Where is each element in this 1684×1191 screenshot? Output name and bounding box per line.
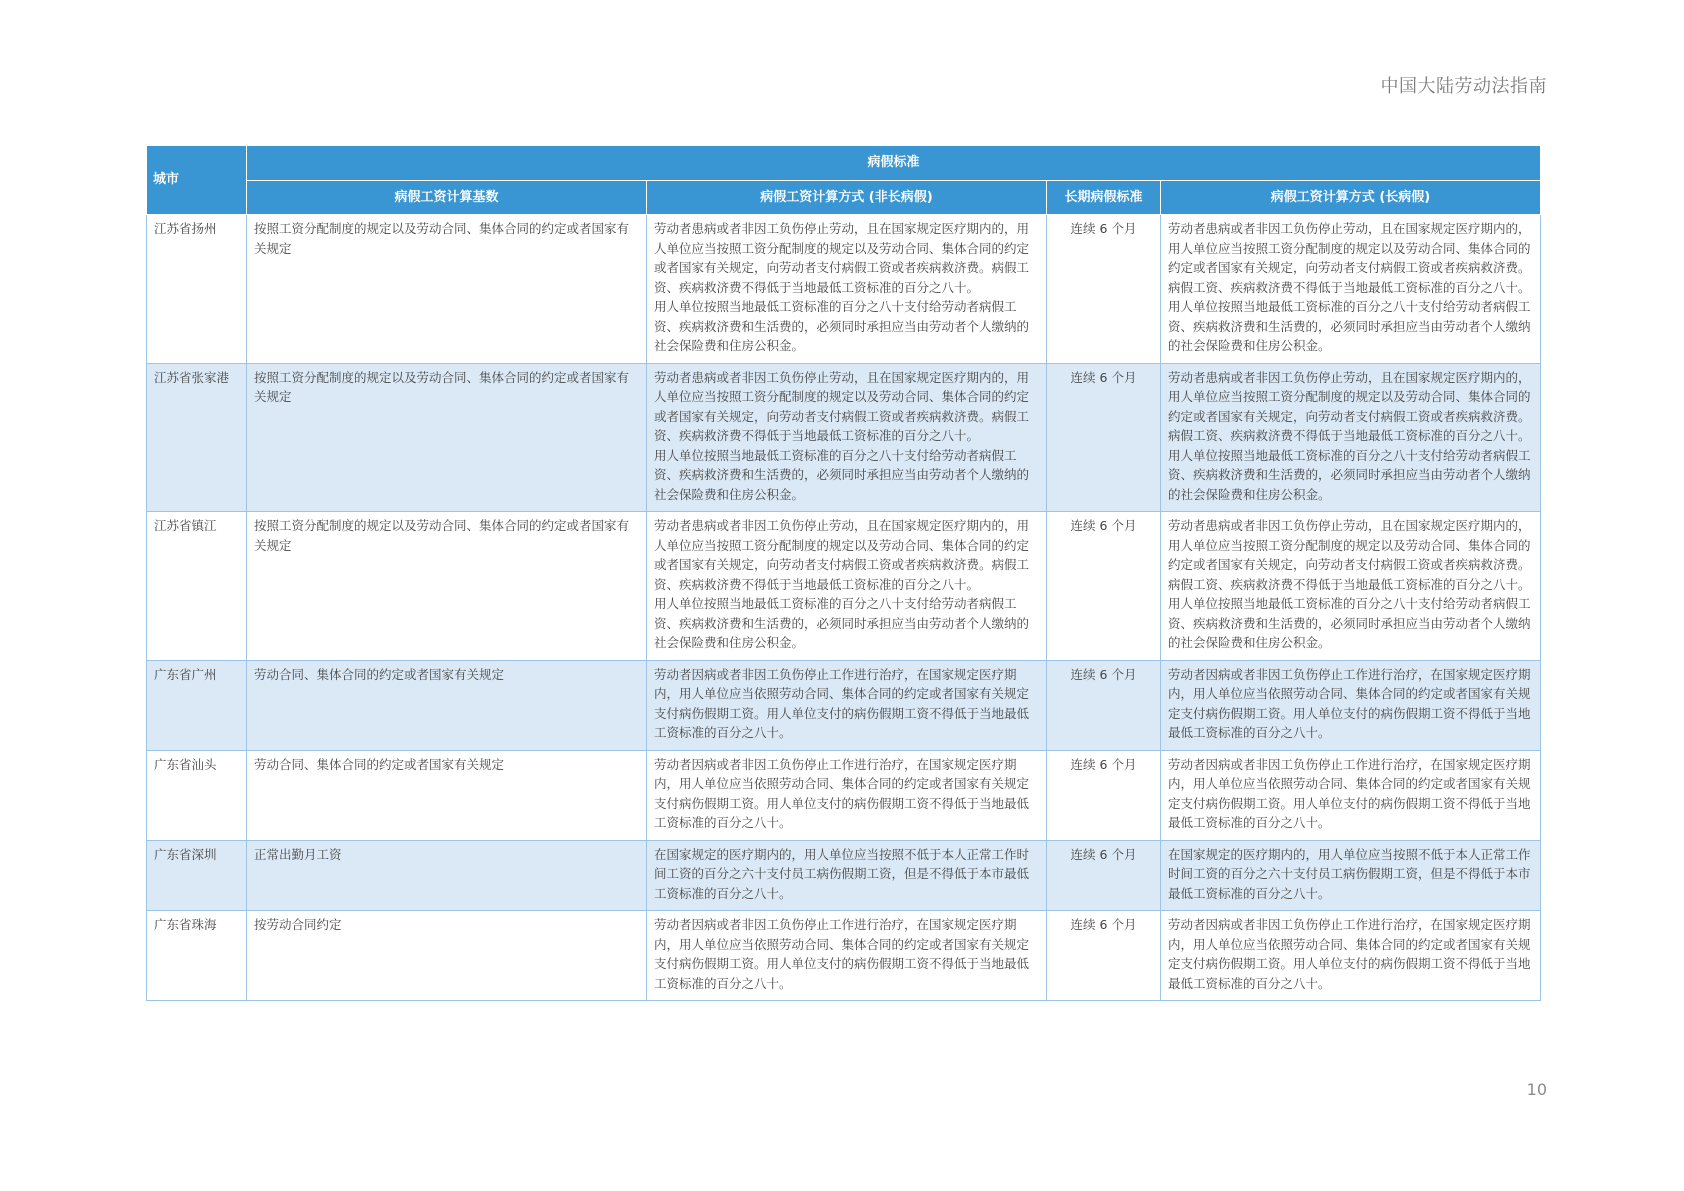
cell-long-calc: 劳动者因病或者非因工负伤停止工作进行治疗，在国家规定医疗期内，用人单位应当依照劳动合同、集体合同的约定或者国家有关规定支付病伤假期工资。用人单位支付的病伤假期工资不得低于当地最低工资标准的百分之八十。: [1161, 911, 1541, 1001]
cell-long-calc: 劳动者因病或者非因工负伤停止工作进行治疗，在国家规定医疗期内，用人单位应当依照劳动合同、集体合同的约定或者国家有关规定支付病伤假期工资。用人单位支付的病伤假期工资不得低于当地最低工资标准的百分之八十。: [1161, 660, 1541, 750]
cell-city: 江苏省镇江: [147, 512, 247, 661]
cell-short-calc: 劳动者患病或者非因工负伤停止劳动，且在国家规定医疗期内的，用人单位应当按照工资分配制度的规定以及劳动合同、集体合同的约定或者国家有关规定，向劳动者支付病假工资或者疾病救济费。病假工资、疾病救济费不得低于当地最低工资标准的百分之八十。 用人单位按照当地最低工资标准的百分之八十支付给劳动者病假工资、疾病救济费和生活费的，必须同时承担应当由劳动者个人缴纳的社会保险费和住房公积金。: [647, 215, 1047, 364]
cell-long-term: 连续 6 个月: [1047, 512, 1161, 661]
header-short-calc: 病假工资计算方式 (非长病假): [647, 181, 1047, 215]
cell-long-calc: 在国家规定的医疗期内的，用人单位应当按照不低于本人正常工作时间工资的百分之六十支付员工病伤假期工资，但是不得低于本市最低工资标准的百分之八十。: [1161, 840, 1541, 911]
table-row: [147, 660, 1541, 750]
cell-city: 江苏省张家港: [147, 363, 247, 512]
cell-short-calc: 劳动者患病或者非因工负伤停止劳动，且在国家规定医疗期内的，用人单位应当按照工资分配制度的规定以及劳动合同、集体合同的约定或者国家有关规定，向劳动者支付病假工资或者疾病救济费。病假工资、疾病救济费不得低于当地最低工资标准的百分之八十。 用人单位按照当地最低工资标准的百分之八十支付给劳动者病假工资、疾病救济费和生活费的，必须同时承担应当由劳动者个人缴纳的社会保险费和住房公积金。: [647, 363, 1047, 512]
cell-base: 劳动合同、集体合同的约定或者国家有关规定: [247, 660, 647, 750]
cell-long-calc: 劳动者患病或者非因工负伤停止劳动，且在国家规定医疗期内的，用人单位应当按照工资分配制度的规定以及劳动合同、集体合同的约定或者国家有关规定，向劳动者支付病假工资或者疾病救济费。病假工资、疾病救济费不得低于当地最低工资标准的百分之八十。 用人单位按照当地最低工资标准的百分之八十支付给劳动者病假工资、疾病救济费和生活费的，必须同时承担应当由劳动者个人缴纳的社会保险费和住房公积金。: [1161, 215, 1541, 364]
cell-long-calc: 劳动者患病或者非因工负伤停止劳动，且在国家规定医疗期内的，用人单位应当按照工资分配制度的规定以及劳动合同、集体合同的约定或者国家有关规定，向劳动者支付病假工资或者疾病救济费。病假工资、疾病救济费不得低于当地最低工资标准的百分之八十。 用人单位按照当地最低工资标准的百分之八十支付给劳动者病假工资、疾病救济费和生活费的，必须同时承担应当由劳动者个人缴纳的社会保险费和住房公积金。: [1161, 363, 1541, 512]
cell-city: 广东省汕头: [147, 750, 247, 840]
cell-short-calc: 劳动者患病或者非因工负伤停止劳动，且在国家规定医疗期内的，用人单位应当按照工资分配制度的规定以及劳动合同、集体合同的约定或者国家有关规定，向劳动者支付病假工资或者疾病救济费。病假工资、疾病救济费不得低于当地最低工资标准的百分之八十。 用人单位按照当地最低工资标准的百分之八十支付给劳动者病假工资、疾病救济费和生活费的，必须同时承担应当由劳动者个人缴纳的社会保险费和住房公积金。: [647, 512, 1047, 661]
cell-long-calc: 劳动者患病或者非因工负伤停止劳动，且在国家规定医疗期内的，用人单位应当按照工资分配制度的规定以及劳动合同、集体合同的约定或者国家有关规定，向劳动者支付病假工资或者疾病救济费。病假工资、疾病救济费不得低于当地最低工资标准的百分之八十。 用人单位按照当地最低工资标准的百分之八十支付给劳动者病假工资、疾病救济费和生活费的，必须同时承担应当由劳动者个人缴纳的社会保险费和住房公积金。: [1161, 512, 1541, 661]
cell-city: 江苏省扬州: [147, 215, 247, 364]
cell-long-term: 连续 6 个月: [1047, 750, 1161, 840]
header-long-term: 长期病假标准: [1047, 181, 1161, 215]
table-row: [147, 512, 1541, 661]
cell-long-term: 连续 6 个月: [1047, 363, 1161, 512]
header-long-calc: 病假工资计算方式 (长病假): [1161, 181, 1541, 215]
cell-base: 按照工资分配制度的规定以及劳动合同、集体合同的约定或者国家有关规定: [247, 215, 647, 364]
cell-short-calc: 劳动者因病或者非因工负伤停止工作进行治疗，在国家规定医疗期内，用人单位应当依照劳动合同、集体合同的约定或者国家有关规定支付病伤假期工资。用人单位支付的病伤假期工资不得低于当地最低工资标准的百分之八十。: [647, 911, 1047, 1001]
table-row: [147, 911, 1541, 1001]
cell-city: 广东省广州: [147, 660, 247, 750]
cell-long-calc: 劳动者因病或者非因工负伤停止工作进行治疗，在国家规定医疗期内，用人单位应当依照劳动合同、集体合同的约定或者国家有关规定支付病伤假期工资。用人单位支付的病伤假期工资不得低于当地最低工资标准的百分之八十。: [1161, 750, 1541, 840]
header-city: 城市: [147, 146, 247, 215]
cell-short-calc: 劳动者因病或者非因工负伤停止工作进行治疗，在国家规定医疗期内，用人单位应当依照劳动合同、集体合同的约定或者国家有关规定支付病伤假期工资。用人单位支付的病伤假期工资不得低于当地最低工资标准的百分之八十。: [647, 660, 1047, 750]
cell-city: 广东省深圳: [147, 840, 247, 911]
cell-city: 广东省珠海: [147, 911, 247, 1001]
table-row: [147, 750, 1541, 840]
cell-long-term: 连续 6 个月: [1047, 215, 1161, 364]
table-row: [147, 363, 1541, 512]
cell-base: 按劳动合同约定: [247, 911, 647, 1001]
header-sick-leave-standard: 病假标准: [247, 146, 1541, 181]
page-number: 10: [1526, 1080, 1547, 1099]
table-row: [147, 215, 1541, 364]
cell-base: 劳动合同、集体合同的约定或者国家有关规定: [247, 750, 647, 840]
cell-long-term: 连续 6 个月: [1047, 840, 1161, 911]
page-header-title: 中国大陆劳动法指南: [1380, 76, 1547, 97]
cell-long-term: 连续 6 个月: [1047, 660, 1161, 750]
cell-short-calc: 在国家规定的医疗期内的，用人单位应当按照不低于本人正常工作时间工资的百分之六十支付员工病伤假期工资，但是不得低于本市最低工资标准的百分之八十。: [647, 840, 1047, 911]
sick-leave-table: [146, 145, 1541, 1001]
cell-long-term: 连续 6 个月: [1047, 911, 1161, 1001]
cell-base: 按照工资分配制度的规定以及劳动合同、集体合同的约定或者国家有关规定: [247, 512, 647, 661]
cell-base: 正常出勤月工资: [247, 840, 647, 911]
header-base: 病假工资计算基数: [247, 181, 647, 215]
cell-short-calc: 劳动者因病或者非因工负伤停止工作进行治疗，在国家规定医疗期内，用人单位应当依照劳动合同、集体合同的约定或者国家有关规定支付病伤假期工资。用人单位支付的病伤假期工资不得低于当地最低工资标准的百分之八十。: [647, 750, 1047, 840]
table-row: [147, 840, 1541, 911]
cell-base: 按照工资分配制度的规定以及劳动合同、集体合同的约定或者国家有关规定: [247, 363, 647, 512]
